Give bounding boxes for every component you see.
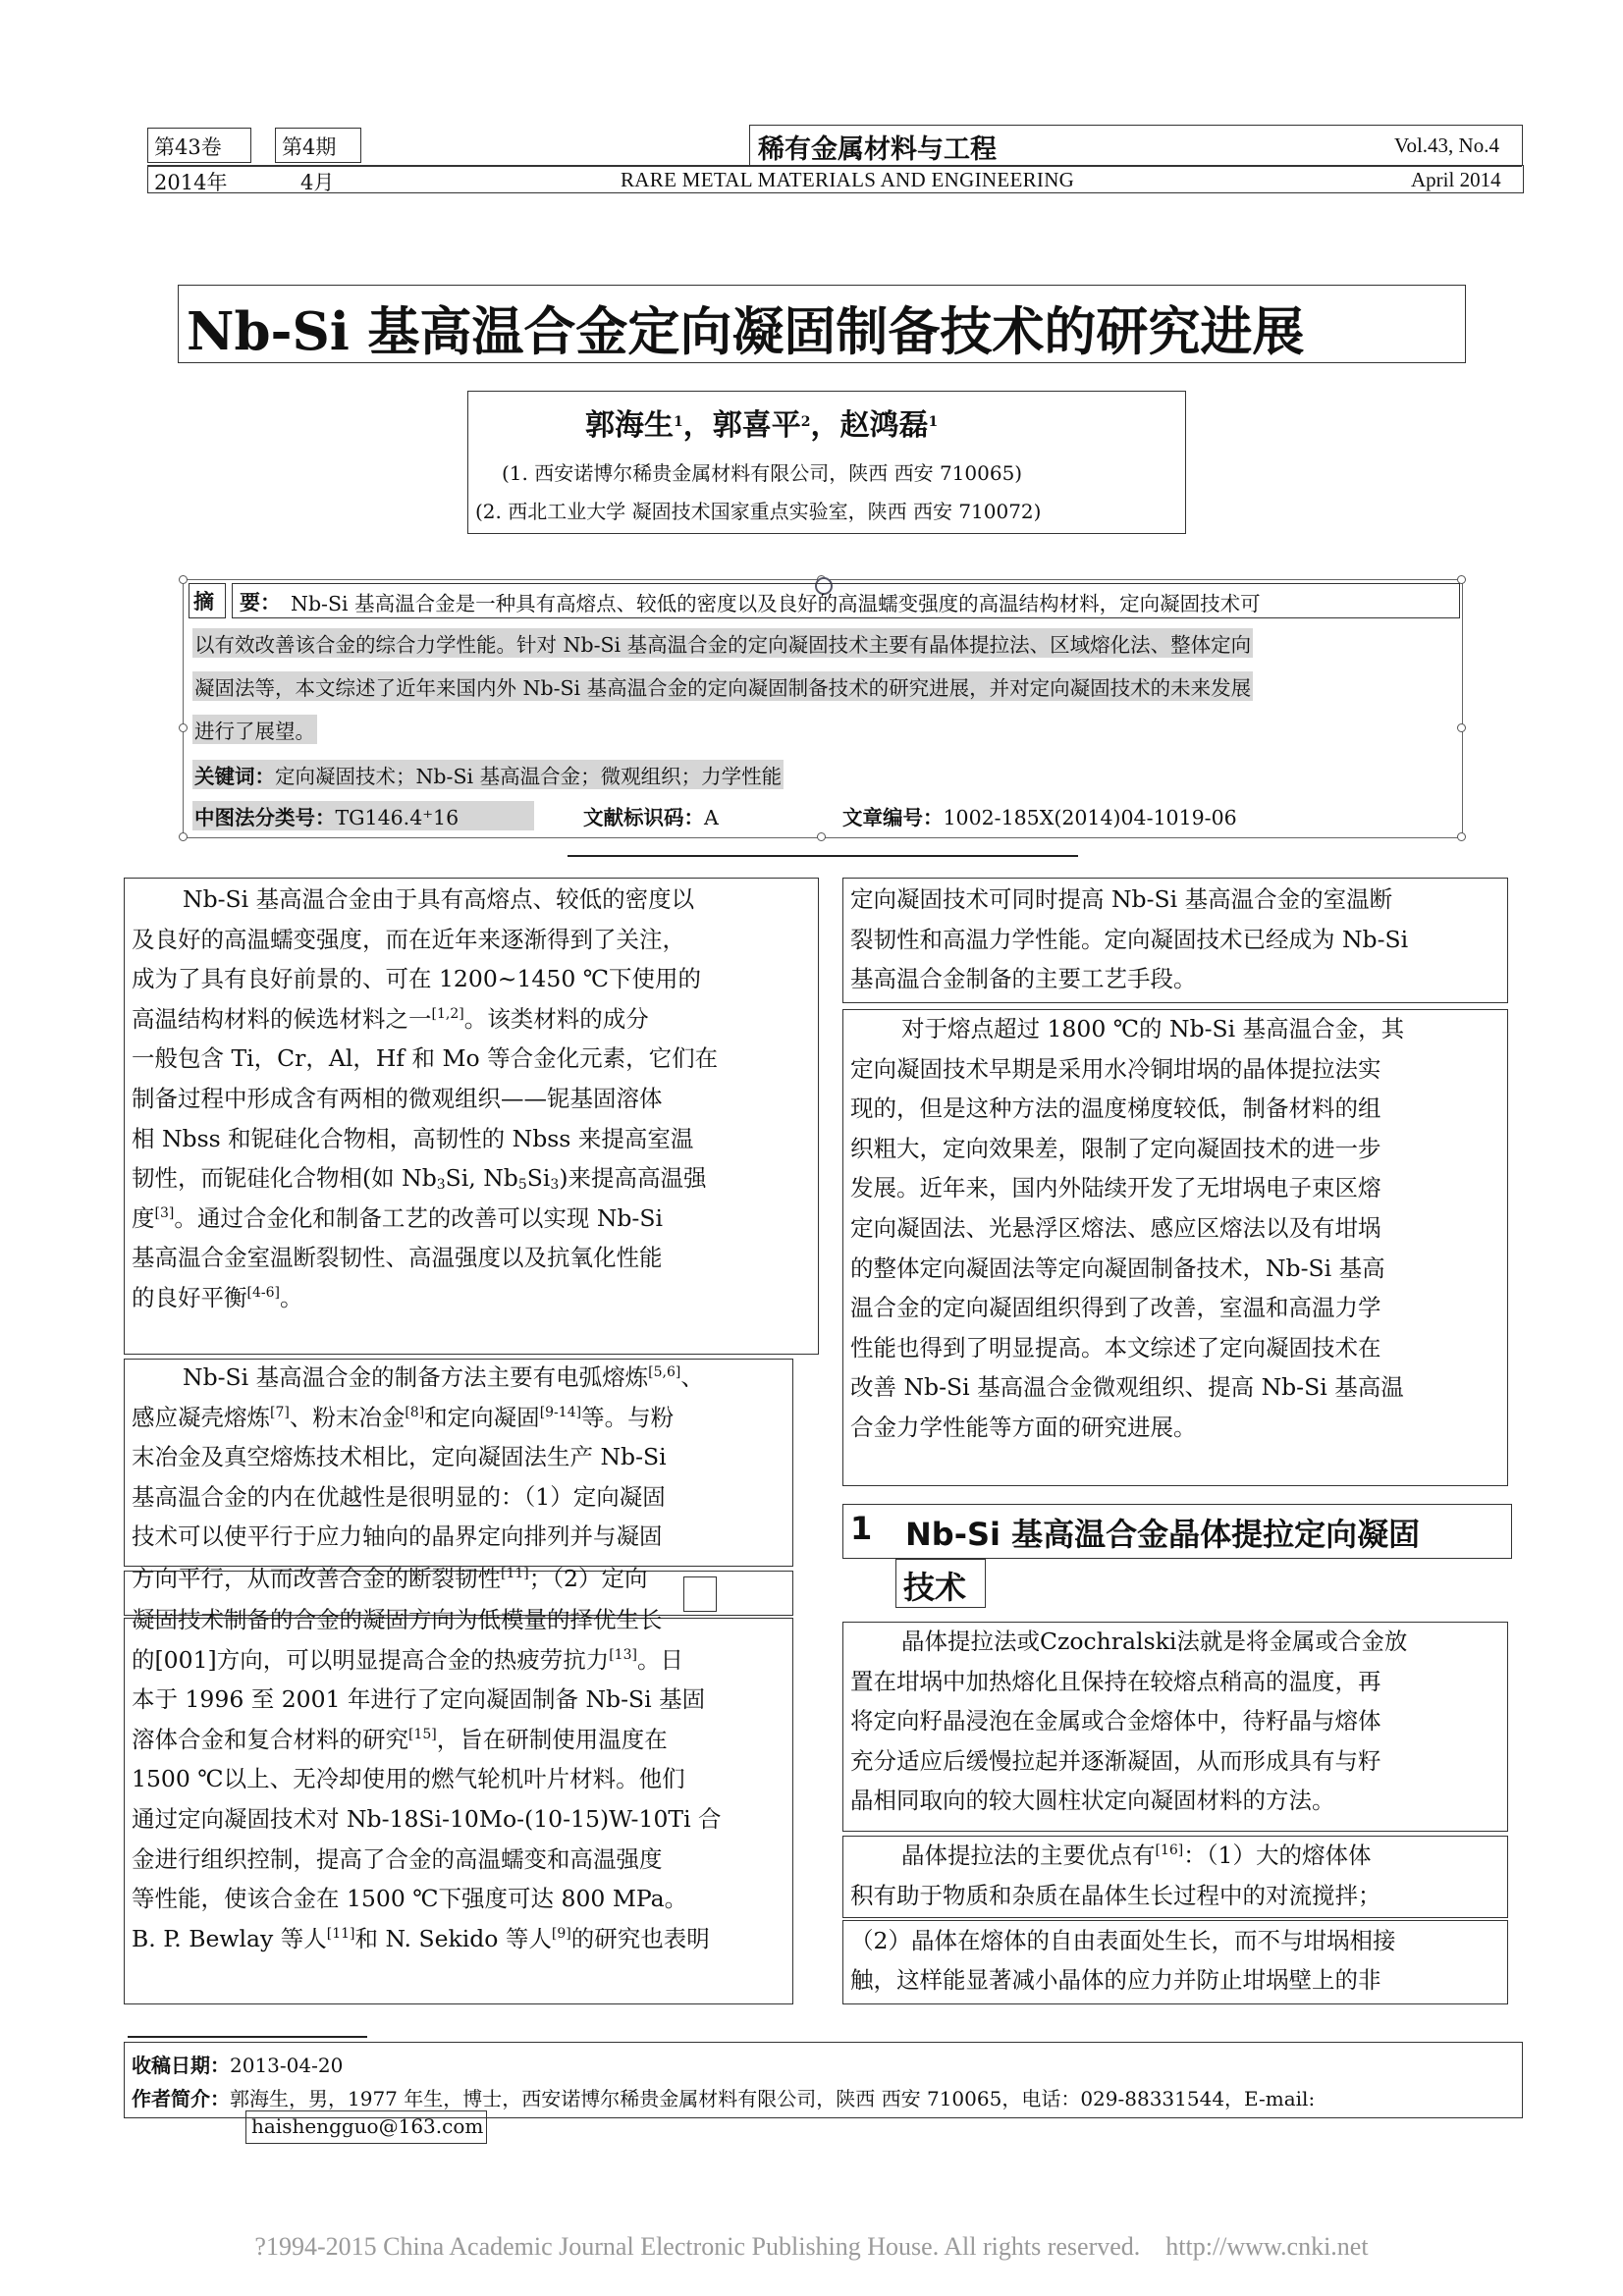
- text-line: 一般包含 Ti，Cr，Al，Hf 和 Mo 等合金化元素，它们在: [132, 1044, 719, 1073]
- author-name: 郭喜平: [712, 408, 801, 443]
- article-number-label: 文章编号：: [842, 806, 944, 829]
- left-paragraph-1: [132, 880, 809, 1318]
- right-paragraph-2: [850, 1622, 1502, 1821]
- citation: [15]: [408, 1726, 437, 1742]
- selection-handle[interactable]: [179, 723, 188, 732]
- text-line: 织粗大，定向效果差，限制了定向凝固技术的进一步: [850, 1134, 1381, 1162]
- date-en: April 2014: [1411, 168, 1501, 191]
- text-line: 置在坩埚中加热熔化且保持在较熔点稍高的温度，再: [850, 1667, 1381, 1695]
- author-affil-mark: 1: [674, 414, 683, 430]
- text-line: Nb-Si 基高温合金由于具有高熔点、较低的密度以: [183, 885, 695, 913]
- text-line: 金进行组织控制，提高了合金的高温蠕变和高温强度: [132, 1844, 663, 1873]
- affiliation-1: (1. 西安诺博尔稀贵金属材料有限公司，陕西 西安 710065): [502, 461, 1023, 485]
- clc-line: [194, 801, 459, 830]
- selection-handle[interactable]: [1457, 723, 1466, 732]
- text-segment: 晶体提拉法的主要优点有: [901, 1842, 1156, 1869]
- text-segment: 。通过合金化和制备工艺的改善可以实现 Nb-Si: [174, 1203, 663, 1232]
- citation: [7]: [270, 1404, 290, 1420]
- citation: [8]: [405, 1404, 425, 1420]
- text-line: 合金力学性能等方面的研究进展。: [850, 1413, 1197, 1441]
- citation: [4-6]: [246, 1284, 280, 1301]
- abstract-line: 凝固法等，本文综述了近年来国内外 Nb-Si 基高温合金的定向凝固制备技术的研究进展，并对定向凝固技术的未来发展: [192, 671, 1253, 701]
- text-line: 基高温合金制备的主要工艺手段。: [850, 965, 1197, 993]
- received-date-value: 2013-04-20: [230, 2054, 344, 2077]
- citation: [5,6]: [648, 1364, 681, 1380]
- citation: [16]: [1155, 1842, 1184, 1858]
- abstract-line: Nb-Si 基高温合金是一种具有高熔点、较低的密度以及良好的高温蠕变强度的高温结构材料，定向凝固技术可: [291, 592, 1261, 615]
- citation: [3]: [154, 1204, 175, 1221]
- document-code-value: A: [704, 806, 719, 829]
- text-line: 末冶金及真空熔炼技术相比，定向凝固法生产 Nb-Si: [132, 1443, 667, 1471]
- author-bio-text: 郭海生，男，1977 年生，博士，西安诺博尔稀贵金属材料有限公司，陕西 西安 710065，电话：029-88331544，E-mail:: [230, 2087, 1316, 2110]
- text-segment: B. P. Bewlay 等人: [132, 1924, 327, 1952]
- selection-handle[interactable]: [1457, 832, 1466, 841]
- text-line: 基高温合金室温断裂韧性、高温强度以及抗氧化性能: [132, 1244, 663, 1272]
- author-name: 赵鸿磊: [839, 408, 929, 443]
- text-segment: 高温结构材料的候选材料之一: [132, 1004, 432, 1033]
- text-segment: 等。与粉: [581, 1403, 675, 1431]
- clc-code: TG146.4⁺16: [335, 806, 460, 829]
- text-segment: 度: [132, 1203, 155, 1232]
- text-line: [132, 1557, 797, 1600]
- text-line: 等性能，使该合金在 1500 ℃下强度可达 800 MPa。: [132, 1885, 688, 1913]
- text-segment: 和 N. Sekido 等人: [354, 1924, 552, 1952]
- text-line: 发展。近年来，国内外陆续开发了无坩埚电子束区熔: [850, 1174, 1381, 1202]
- text-line: 的整体定向凝固法等定向凝固制备技术，Nb-Si 基高: [850, 1254, 1385, 1282]
- text-segment: )来提高高温强: [559, 1164, 707, 1193]
- text-line: [132, 1720, 797, 1760]
- text-line: [132, 1640, 797, 1681]
- text-line: 1500 ℃以上、无冷却使用的燃气轮机叶片材料。他们: [132, 1765, 685, 1793]
- text-line: 现的，但是这种方法的温度梯度较低，制备材料的组: [850, 1095, 1381, 1123]
- document-code: [583, 801, 719, 830]
- text-line: 温合金的定向凝固组织得到了改善，室温和高温力学: [850, 1294, 1381, 1322]
- author-bio: [132, 2083, 1315, 2111]
- text-line: [132, 1358, 797, 1398]
- right-paragraph-3: [850, 1836, 1502, 2001]
- text-line: 制备过程中形成含有两相的微观组织——铌基固溶体: [132, 1084, 663, 1112]
- author-name: 郭海生: [585, 408, 674, 443]
- text-line: [132, 999, 809, 1040]
- text-segment: ，旨在研制使用温度在: [436, 1725, 668, 1753]
- affiliation-2: (2. 西北工业大学 凝固技术国家重点实验室，陕西 西安 710072): [475, 500, 1042, 523]
- right-paragraph-0: [850, 880, 1502, 999]
- clc-label: 中图法分类号：: [194, 806, 336, 829]
- keywords-line: [192, 760, 784, 789]
- text-line: （2）晶体在熔体的自由表面处生长，而不与坩埚相接: [850, 1926, 1396, 1954]
- left-paragraph-2: [132, 1358, 797, 1958]
- month-label: 4月: [300, 171, 335, 194]
- text-line: 凝固技术制备的合金的凝固方向为低模量的择优生长: [132, 1605, 663, 1633]
- text-line: 本于 1996 至 2001 年进行了定向凝固制备 Nb-Si 基固: [132, 1685, 706, 1714]
- text-segment: 感应凝壳熔炼: [132, 1403, 270, 1431]
- text-line: 技术可以使平行于应力轴向的晶界定向排列并与凝固: [132, 1522, 663, 1551]
- text-segment: 、: [680, 1363, 704, 1391]
- text-line: 成为了具有良好前景的、可在 1200~1450 ℃下使用的: [132, 965, 702, 993]
- article-number: [842, 801, 1237, 830]
- text-line: [850, 1836, 1502, 1876]
- paper-title: Nb-Si 基高温合金定向凝固制备技术的研究进展: [187, 301, 1305, 362]
- text-segment: 。: [279, 1283, 303, 1311]
- text-segment: ：（1）大的熔体体: [1183, 1842, 1372, 1869]
- volume-label: 第43卷: [154, 135, 222, 159]
- keywords: 定向凝固技术；Nb-Si 基高温合金；微观组织；力学性能: [275, 765, 783, 788]
- text-line: 充分适应后缓慢拉起并逐渐凝固，从而形成具有与籽: [850, 1746, 1381, 1775]
- text-line: 及良好的高温蠕变强度，而在近年来逐渐得到了关注，: [132, 925, 685, 953]
- text-line: 触，这样能显著减小晶体的应力并防止坩埚壁上的非: [850, 1966, 1381, 1995]
- section-number: 1: [850, 1510, 873, 1547]
- selection-handle[interactable]: [179, 832, 188, 841]
- document-code-label: 文献标识码：: [583, 806, 704, 829]
- text-segment: Si, Nb: [445, 1164, 518, 1193]
- received-date-label: 收稿日期：: [132, 2054, 230, 2077]
- right-paragraph-1: [850, 1009, 1502, 1448]
- subscript: 3: [436, 1177, 446, 1194]
- keywords-label: 关键词：: [194, 765, 275, 788]
- text-segment: 的研究也表明: [570, 1924, 710, 1952]
- text-line: 定向凝固技术可同时提高 Nb-Si 基高温合金的室温断: [850, 885, 1393, 913]
- text-segment: 韧性，而铌硅化合物相(如 Nb: [132, 1164, 437, 1193]
- text-segment: 方向平行，从而改善合金的断裂韧性: [132, 1564, 501, 1592]
- text-line: 裂韧性和高温力学性能。定向凝固技术已经成为 Nb-Si: [850, 925, 1409, 953]
- abstract-line: 以有效改善该合金的综合力学性能。针对 Nb-Si 基高温合金的定向凝固技术主要有晶体提拉法、区域熔化法、整体定向: [192, 628, 1253, 658]
- issue-label: 第4期: [282, 135, 337, 159]
- subscript: 5: [517, 1177, 527, 1194]
- text-segment: 溶体合金和复合材料的研究: [132, 1725, 408, 1753]
- volume-number-en: Vol.43, No.4: [1394, 133, 1499, 157]
- text-segment: 的良好平衡: [132, 1283, 247, 1311]
- text-line: 定向凝固法、光悬浮区熔法、感应区熔法以及有坩埚: [850, 1213, 1381, 1242]
- text-segment: 的[001]方向，可以明显提高合金的热疲劳抗力: [132, 1645, 610, 1674]
- text-segment: 和定向凝固: [424, 1403, 540, 1431]
- text-line: 对于熔点超过 1800 ℃的 Nb-Si 基高温合金，其: [901, 1015, 1405, 1042]
- text-line: 通过定向凝固技术对 Nb-18Si-10Mo-(10-15)W-10Ti 合: [132, 1804, 722, 1833]
- text-line: 晶体提拉法或Czochralski法就是将金属或合金放: [901, 1628, 1408, 1655]
- text-line: [132, 1398, 797, 1438]
- author-list: [585, 400, 938, 444]
- abstract-divider: [568, 855, 1078, 857]
- journal-title-cn: 稀有金属材料与工程: [758, 134, 997, 165]
- footnote-rule: [128, 2036, 367, 2038]
- article-number-value: 1002-185X(2014)04-1019-06: [943, 806, 1237, 829]
- author-bio-label: 作者简介：: [132, 2087, 230, 2110]
- text-segment: ）定向: [577, 1564, 648, 1592]
- citation: [11]: [326, 1925, 355, 1942]
- author-email: haishengguo@163.com: [251, 2114, 484, 2138]
- copyright-notice: ?1994-2015 China Academic Journal Electronic Publishing House. All rights reserved. http://www.cnki.net: [254, 2232, 1369, 2261]
- text-line: [132, 1158, 809, 1199]
- abstract-label-2: 要：: [240, 591, 281, 614]
- subscript: 3: [550, 1177, 560, 1194]
- received-date: [132, 2050, 343, 2078]
- author-separator: ，: [810, 408, 840, 443]
- text-line: 改善 Nb-Si 基高温合金微观组织、提高 Nb-Si 基高温: [850, 1373, 1404, 1402]
- text-segment: ；（: [528, 1564, 564, 1592]
- text-segment: 2: [564, 1564, 578, 1592]
- author-affil-mark: 1: [928, 414, 939, 430]
- abstract-line: 进行了展望。: [192, 715, 317, 744]
- text-segment: Nb-Si 基高温合金的制备方法主要有电弧熔炼: [183, 1363, 649, 1391]
- citation: [1,2]: [431, 1005, 464, 1022]
- text-line: 晶相同取向的较大圆柱状定向凝固材料的方法。: [850, 1787, 1335, 1815]
- journal-title-en: RARE METAL MATERIALS AND ENGINEERING: [621, 168, 1075, 191]
- text-segment: 。日: [636, 1645, 683, 1674]
- author-separator: ，: [682, 408, 713, 443]
- citation: [13]: [609, 1646, 637, 1663]
- text-segment: 、粉末冶金: [289, 1403, 406, 1431]
- text-line: 基高温合金的内在优越性是很明显的：（1）定向凝固: [132, 1482, 666, 1511]
- text-line: 定向凝固技术早期是采用水冷铜坩埚的晶体提拉法实: [850, 1054, 1381, 1083]
- selection-handle[interactable]: [817, 832, 826, 841]
- text-line: 性能也得到了明显提高。本文综述了定向凝固技术在: [850, 1333, 1381, 1362]
- text-line: [132, 1199, 809, 1239]
- abstract-label: 摘: [193, 590, 214, 614]
- text-line: 积有助于物质和杂质在晶体生长过程中的对流搅拌；: [850, 1881, 1381, 1909]
- section-title: Nb-Si 基高温合金晶体提拉定向凝固: [905, 1516, 1421, 1553]
- section-title-cont: 技术: [903, 1569, 967, 1606]
- text-line: [132, 1919, 797, 1959]
- author-affil-mark: 2: [800, 414, 811, 430]
- text-line: 将定向籽晶浸泡在金属或合金熔体中，待籽晶与熔体: [850, 1707, 1381, 1735]
- selection-handle[interactable]: [179, 575, 188, 584]
- text-line: 相 Nbss 和铌硅化合物相，高韧性的 Nbss 来提高室温: [132, 1124, 694, 1152]
- citation: [9-14]: [539, 1404, 582, 1420]
- citation: [11]: [501, 1565, 529, 1581]
- year-label: 2014年: [154, 171, 228, 194]
- text-segment: Si: [526, 1164, 551, 1193]
- text-line: [132, 1278, 809, 1318]
- text-segment: 。该类材料的成分: [463, 1004, 649, 1033]
- citation: [9]: [551, 1925, 571, 1942]
